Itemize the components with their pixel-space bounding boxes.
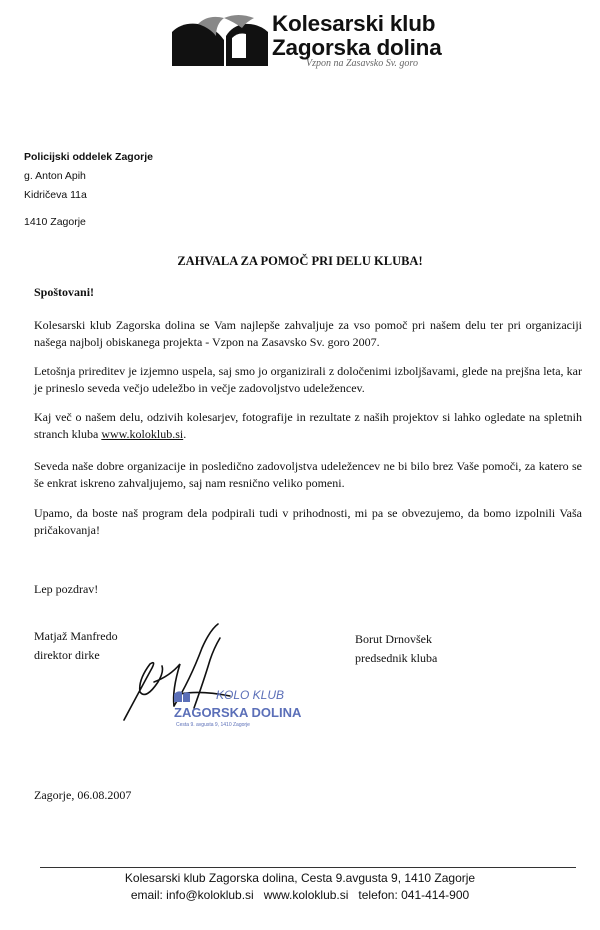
website-link[interactable]: www.koloklub.si bbox=[101, 427, 184, 441]
recipient-city: 1410 Zagorje bbox=[24, 216, 86, 228]
footer-divider bbox=[40, 867, 576, 868]
letter-title: ZAHVALA ZA POMOČ PRI DELU KLUBA! bbox=[177, 254, 423, 268]
closing: Lep pozdrav! bbox=[34, 582, 99, 596]
left-signatory-name: Matjaž Manfredo bbox=[34, 629, 118, 643]
club-name-heading bbox=[272, 12, 442, 60]
footer-contacts: email: info@koloklub.si www.koloklub.si telefon: 041-414-900 bbox=[130, 888, 470, 902]
greeting: Spoštovani! bbox=[34, 285, 95, 299]
signatory-left bbox=[34, 627, 118, 665]
date-line: Zagorje, 06.08.2007 bbox=[34, 788, 132, 802]
right-signatory-name: Borut Drnovšek bbox=[355, 632, 432, 646]
stamp-line2: ZAGORSKA DOLINA bbox=[174, 705, 302, 720]
paragraph-3-text: Kaj več o našem delu, odzivih kolesarjev, fotografije in rezultate z naših projektov si lahko ogledate na spletnih stranch kluba bbox=[34, 410, 582, 441]
recipient-org: Policijski oddelek Zagorje bbox=[24, 151, 153, 163]
recipient-street: Kidričeva 11a bbox=[24, 189, 87, 201]
paragraph-5: Upamo, da boste naš program dela podpirali tudi v prihodnosti, mi pa se obvezujemo, da bomo izpolnili Vaša pričakovanja! bbox=[34, 506, 582, 537]
left-signatory-role: direktor dirke bbox=[34, 648, 100, 662]
signatory-right bbox=[355, 630, 437, 668]
club-name-line1: Kolesarski klub bbox=[272, 11, 436, 36]
footer-address: Kolesarski klub Zagorska dolina, Cesta 9.avgusta 9, 1410 Zagorje bbox=[124, 871, 476, 885]
stamp-line3: Cesta 9. avgusta 9, 1410 Zagorje bbox=[176, 722, 250, 728]
recipient-person: g. Anton Apih bbox=[24, 170, 86, 182]
paragraph-4: Seveda naše dobre organizacije in posledično zadovoljstva udeležencev ne bi bilo brez Vaše pomoči, za katero se še enkrat iskreno zahvaljujemo, saj nam resnično veliko pomeni. bbox=[34, 459, 582, 490]
paragraph-1: Kolesarski klub Zagorska dolina se Vam najlepše zahvaljuje za vso pomoč pri našem delu ter pri organizaciji našega najbolj obiskanega projekta - Vzpon na Zasavsko Sv. goro 2007. bbox=[34, 318, 582, 349]
right-signatory-role: predsednik kluba bbox=[355, 651, 438, 665]
paragraph-3 bbox=[34, 409, 582, 443]
paragraph-3-end: . bbox=[183, 427, 187, 441]
stamp-line1: KOLO KLUB bbox=[216, 688, 285, 702]
club-logo bbox=[172, 14, 272, 66]
paragraph-2: Letošnja prireditev je izjemno uspela, saj smo jo organizirali z določenimi izboljšavami, glede na prejšna leta, kar je prineslo seveda večjo udeležbo in večje zadovoljstvo udeležencev. bbox=[34, 364, 582, 395]
club-stamp bbox=[170, 686, 320, 734]
club-tagline: Vzpon na Zasavsko Sv. goro bbox=[306, 58, 418, 69]
club-name-line2: Zagorska dolina bbox=[272, 35, 442, 60]
stamp-bike-icon bbox=[172, 688, 192, 704]
